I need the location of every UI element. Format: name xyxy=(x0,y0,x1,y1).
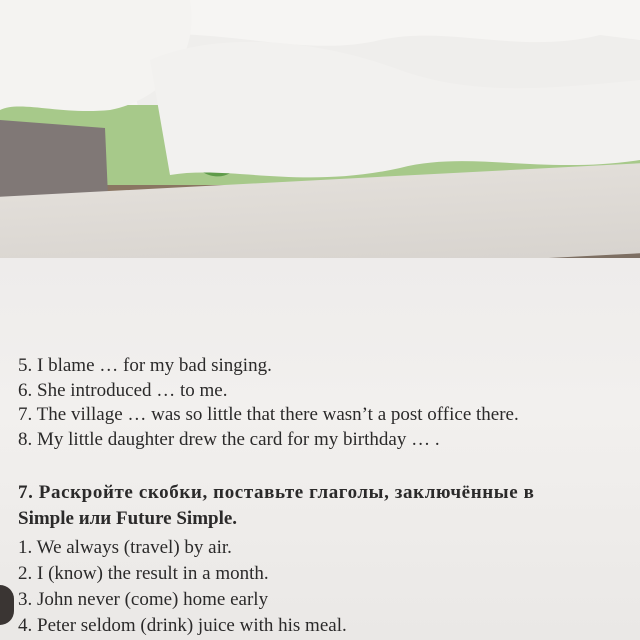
task7-item-3: 3. John never (come) home early xyxy=(18,589,269,610)
exercise-line-7: 7. The village … was so little that there wasn’t a post office there. xyxy=(18,404,519,425)
exercise-line-5: 5. I blame … for my bad singing. xyxy=(18,355,272,376)
exercise-line-8: 8. My little daughter drew the card for my birthday … . xyxy=(18,429,440,450)
exercise-line-6: 6. She introduced … to me. xyxy=(18,380,228,401)
task7-subheading: Simple или Future Simple. xyxy=(18,508,238,529)
task7-item-1: 1. We always (travel) by air. xyxy=(18,537,232,558)
task7-heading: 7. Раскройте скобки, поставьте глаголы, заключённые в xyxy=(18,482,535,503)
grey-card xyxy=(0,120,108,200)
task7-item-4: 4. Peter seldom (drink) juice with his meal. xyxy=(18,615,347,636)
task7-item-2: 2. I (know) the result in a month. xyxy=(18,563,269,584)
